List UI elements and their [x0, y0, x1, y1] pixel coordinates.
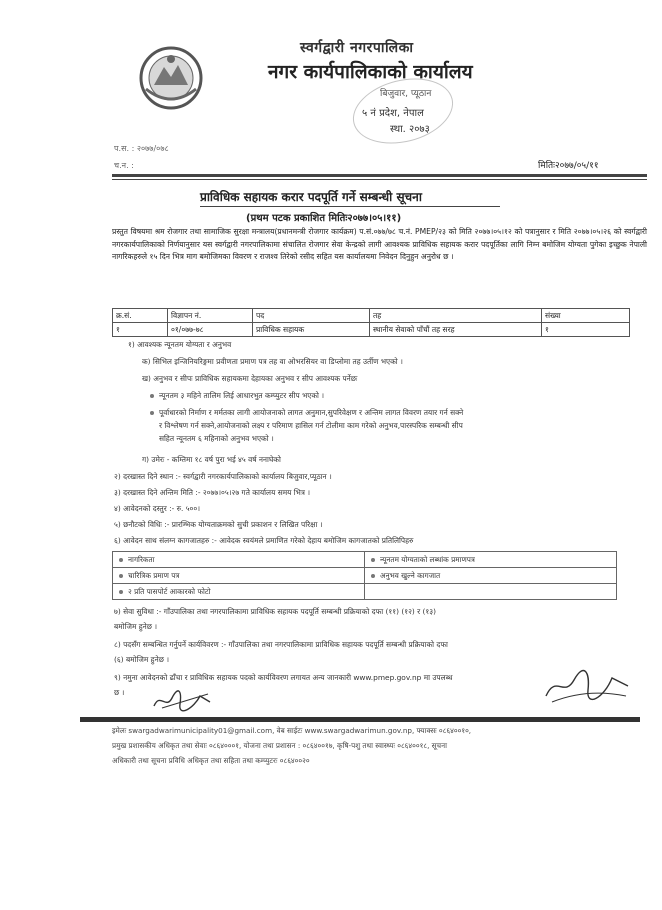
- footer-phones-2: अधिकारी तथा सूचना प्रविधि अधिकृत तथा सहिता तथा कम्प्युटरः ०८६४००२०: [112, 756, 310, 765]
- list-item: न्यूनतम ३ महिने तालिम लिई आधारभुत कम्प्युटर सीप भएको ।: [159, 391, 325, 400]
- municipality-name: स्वर्गद्वारी नगरपालिका: [300, 40, 414, 56]
- header-divider-thin: [112, 179, 647, 180]
- bullet-icon: [150, 394, 154, 398]
- officer-signature-icon: [542, 668, 632, 706]
- table-row: [113, 552, 617, 568]
- posts-table: [112, 308, 630, 337]
- table-header-cell: पद: [253, 309, 370, 323]
- table-header-cell: विज्ञापन नं.: [168, 309, 253, 323]
- requirement-8: ८) पदसँग सम्बन्धित गर्नुपर्ने कार्यविवरण :- गाँउपालिका तथा नगरपालिकामा प्राविधिक सहायक पदपूर्ति सम्बन्धी प्रक्रियाको दफा: [114, 640, 448, 649]
- table-cell: [113, 568, 365, 584]
- table-cell: [365, 552, 617, 568]
- nepal-emblem-icon: [138, 45, 204, 111]
- list-item: अनुभव खुल्ने कागजात: [380, 570, 441, 580]
- table-cell: १: [113, 323, 168, 337]
- requirement-7-cont: बमोजिम हुनेछ ।: [114, 622, 158, 631]
- table-cell: १: [542, 323, 630, 337]
- requirement-9-cont: छ ।: [114, 688, 125, 697]
- requirement-1b: ख) अनुभव र सीपः प्राविधिक सहायकमा देहायका अनुभव र सीप आवश्यक पर्नेछः: [142, 374, 358, 383]
- bullet-icon: [119, 558, 123, 562]
- table-header-cell: तह: [370, 309, 542, 323]
- requirement-3: ३) दरखास्त दिने अन्तिम मिति :- २०७७।०५।२७ गते कार्यालय समय भित्र ।: [114, 488, 311, 497]
- requirement-8-cont: (६) बमोजिम हुनेछ ।: [114, 655, 170, 664]
- list-item: नागरिकता: [128, 554, 155, 564]
- bullet-icon: [150, 411, 154, 415]
- bullet-icon: [119, 590, 123, 594]
- signature-icon: [150, 688, 218, 712]
- table-cell: [365, 568, 617, 584]
- notice-title: प्राविधिक सहायक करार पदपूर्ति गर्ने सम्बन्धी सूचना: [200, 190, 422, 204]
- office-name: नगर कार्यपालिकाको कार्यालय: [268, 61, 473, 83]
- table-row: [113, 584, 617, 600]
- requirement-6: ६) आवेदन साथ संलग्न कागजातहरु :- आवेदक स्वयंमले प्रमाणित गरेको देहाय बमोजिम कागजातको प्रतिलिपिहरु: [114, 536, 414, 545]
- header-divider: [112, 174, 647, 177]
- table-header-row: [113, 309, 630, 323]
- province-line: ५ नं प्रदेश, नेपाल: [362, 108, 424, 119]
- table-header-cell: क्र.सं.: [113, 309, 168, 323]
- list-item: २ प्रति पासपोर्ट आकारको फोटो: [128, 586, 211, 596]
- table-header-cell: संख्या: [542, 309, 630, 323]
- notice-body: प्रस्तुत विषयमा श्रम रोजगार तथा सामाजिक सुरक्षा मन्त्रालय(प्रधानमन्त्री रोजगार कार्यक्रम) प.सं.०७७/७८ च.नं. PMEP/२३ को मिति २०७७।०५।१२ को पत्रानुसार र मिति २०७७।०५।२६ को स्वर्गद्वारी नगरकार्यपालिकाको निर्णयानुसार यस स्वर्गद्वारी नगरपालिकामा संचालित रोजगार सेवा केन्द्रको लागी आवश्यक प्राविधिक सहायक करार पदपूर्तिका लागि निम्न बमोजिम योग्यता पुगेका इच्छुक नेपाली नागरिकहरुले १५ दिन भित्र माग बमोजिमका विवरण र राजश्व तिरेको रसीद सहित यस कार्यालयमा निवेदन दिनुहुन अनुरोध छ ।: [112, 227, 647, 261]
- requirement-1b-1: [150, 391, 324, 401]
- requirement-1b-2-cont: र विश्लेषण गर्न सक्ने,आयोजनाको लक्ष्य र परिमाण हासिल गर्न टोलीमा काम गरेको अनुभव,पारस्परिक सम्बन्धी सीप: [159, 421, 463, 430]
- table-cell: स्थानीय सेवाको पाँचौं तह सरह: [370, 323, 542, 337]
- list-item: पूर्वाधारको निर्माण र मर्मतका लागी आयोजनाको लागत अनुमान,सुपरिवेक्षण र अन्तिम लागत विवरण तयार गर्न सक्ने: [159, 408, 464, 417]
- requirement-1b-2: [150, 408, 463, 418]
- list-item: न्यूनतम योग्यताको लब्धांक प्रमाणपत्र: [380, 554, 475, 564]
- established-line: स्था. २०७३: [390, 124, 430, 135]
- footer-phones: प्रमुख प्रशासकीय अधिकृत तथा सेवाः ०८६४०००१, योजना तथा प्रशासन : ०८६४००१७, कृषि-पशु तथा स्वास्थ्यः ०८६४००१८, सूचना: [112, 741, 447, 750]
- requirement-1c: ग) उमेरः - कम्तिमा १८ वर्ष पुरा भई ४५ वर्ष ननाघेको: [142, 455, 281, 464]
- requirement-5: ५) छनौटको विधिः :- प्रारम्भिक योग्यताक्रमको सुची प्रकाशन र लिखित परिक्षा ।: [114, 520, 323, 529]
- table-cell: [113, 552, 365, 568]
- requirement-1: १) आवश्यक न्यूनतम योग्यता र अनुभव: [128, 340, 232, 349]
- table-row: [113, 323, 630, 337]
- list-item: चारित्रिक प्रमाण पत्र: [128, 570, 180, 580]
- dispatch-number: च.न. :: [114, 161, 134, 170]
- notice-subtitle: (प्रथम पटक प्रकाशित मितिः२०७७।०५।११): [246, 213, 402, 224]
- documents-table: [112, 551, 617, 600]
- requirement-9: ९) नमुना आवेदनको ढाँचा र प्राविधिक सहायक पदको कार्यविवरण लगायत अन्य जानकारी www.pmep.gov.np मा उपलब्ध: [114, 673, 453, 682]
- requirement-2: २) दरखास्त दिने स्थान :- स्वर्गद्वारी नगरकार्यपालिकाको कार्यालय बिजुवार,प्यूठान ।: [114, 472, 332, 481]
- requirement-1b-2-cont2: सहित न्यूनतम ६ महिनाको अनुभव भएको ।: [159, 434, 274, 443]
- footer-divider: [80, 717, 640, 722]
- bullet-icon: [119, 574, 123, 578]
- title-underline: [200, 206, 500, 207]
- office-address: बिजुवार, प्यूठान: [380, 89, 432, 99]
- table-cell: ०१/०७७-७८: [168, 323, 253, 337]
- table-cell: [365, 584, 617, 600]
- letter-date: मितिः२०७७/०५/११: [538, 161, 599, 171]
- footer-contact: इमेलः swargadwarimunicipality01@gmail.com, वेब साईटः www.swargadwarimun.gov.np, फ्याक्सः ०८६४००१०,: [112, 726, 472, 735]
- requirement-4: ४) आवेदनको दस्तुर :- रु. ५००।: [114, 504, 201, 513]
- requirement-7: ७) सेवा सुविधा :- गाँउपालिका तथा नगरपालिकामा प्राविधिक सहायक पदपूर्ति सम्बन्धी प्रक्रियाको दफा (११) (१२) र (१३): [114, 607, 436, 616]
- bullet-icon: [371, 558, 375, 562]
- letter-number: प.स. : २०७७/०७८: [114, 144, 169, 153]
- requirement-1a: क) सिभिल इन्जिनियरिङ्गमा प्रवीणता प्रमाण पत्र तह वा ओभरसियर वा डिप्लोमा तह उर्तीण भएको ।: [142, 357, 403, 366]
- table-cell: [113, 584, 365, 600]
- table-cell: प्राविधिक सहायक: [253, 323, 370, 337]
- bullet-icon: [371, 574, 375, 578]
- table-row: [113, 568, 617, 584]
